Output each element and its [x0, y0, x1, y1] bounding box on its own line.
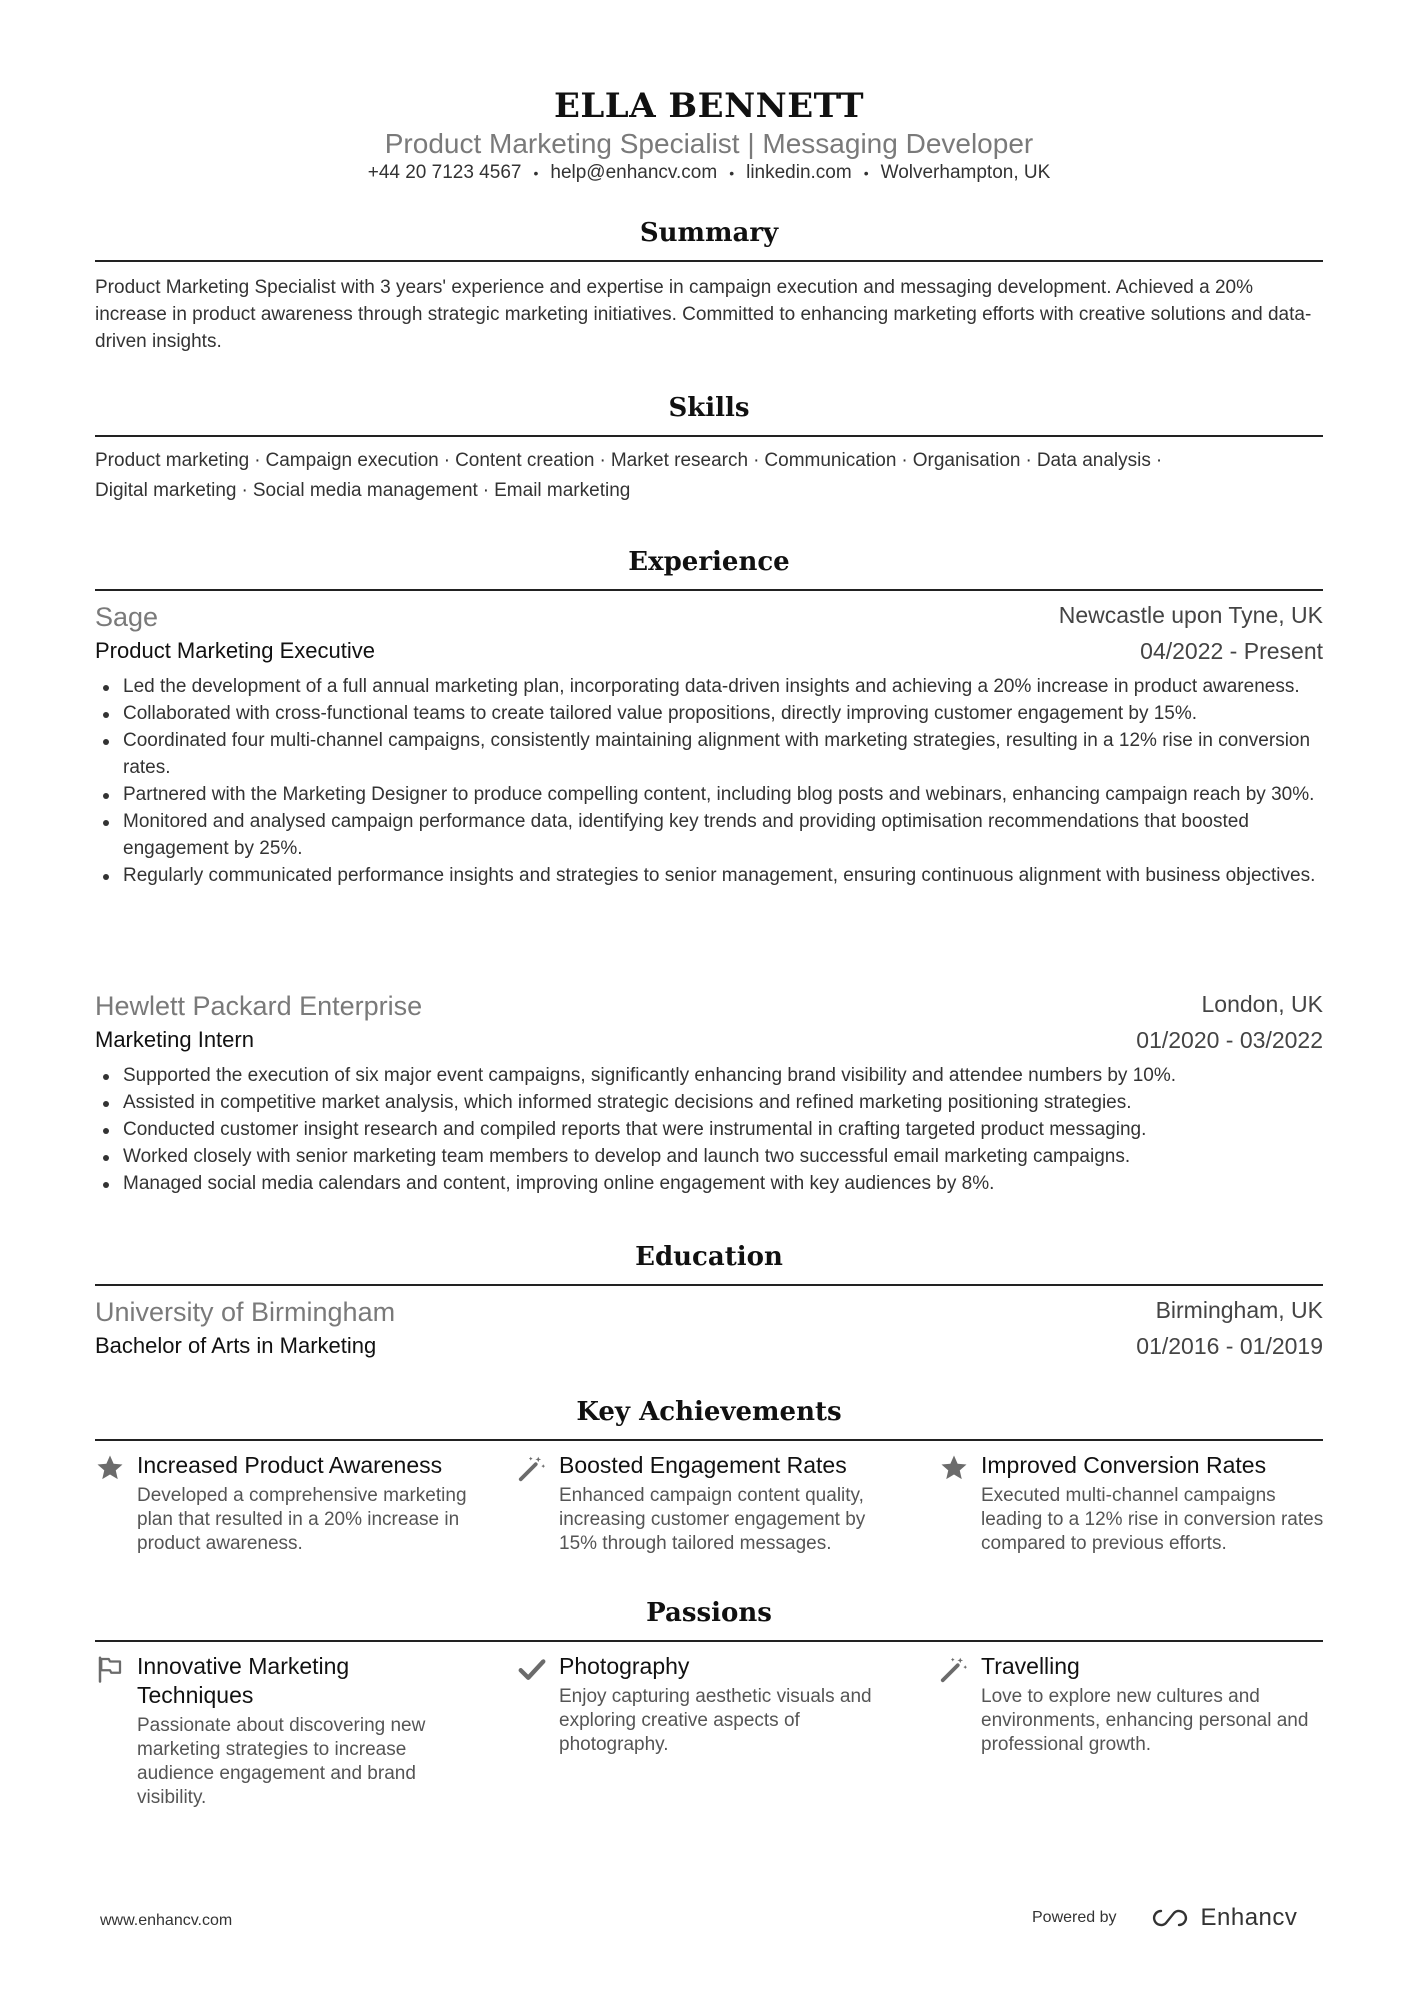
job-dates: 04/2022 - Present	[1140, 638, 1323, 664]
enhancv-logo-text: Enhancv	[1200, 1904, 1298, 1931]
list-item: Regularly communicated performance insights and strategies to senior management, ensuring continuous alignment with business objectives.	[95, 862, 1323, 889]
skill-item: Campaign execution	[265, 450, 439, 471]
job-location: Newcastle upon Tyne, UK	[1058, 602, 1323, 628]
passion-item	[939, 1652, 1339, 1757]
separator-dot: •	[863, 164, 869, 181]
candidate-subtitle: Product Marketing Specialist | Messaging Developer	[384, 128, 1034, 159]
star-icon	[95, 1453, 125, 1483]
school-location: Birmingham, UK	[1155, 1297, 1323, 1323]
list-item: Assisted in competitive market analysis, which informed strategic decisions and refined marketing positioning strategies.	[95, 1089, 1323, 1116]
list-item: Partnered with the Marketing Designer to produce compelling content, including blog posts and webinars, enhancing campaign reach by 30%.	[95, 781, 1323, 808]
section-divider	[95, 260, 1323, 262]
skill-separator: ·	[241, 480, 248, 501]
achievement-description: Developed a comprehensive marketing plan that resulted in a 20% increase in product awareness.	[137, 1485, 467, 1554]
list-item: Worked closely with senior marketing team members to develop and launch two successful email marketing campaigns.	[95, 1143, 1323, 1170]
skill-separator: ·	[254, 450, 261, 471]
magic-wand-icon	[517, 1453, 547, 1483]
skill-item: Market research	[610, 450, 749, 471]
job-dates: 01/2020 - 03/2022	[1136, 1027, 1323, 1053]
checkmark-icon	[517, 1654, 547, 1684]
candidate-name: ELLA BENNETT	[553, 86, 865, 126]
job-title: Marketing Intern	[95, 1027, 254, 1052]
education-degree-row	[95, 1333, 1323, 1359]
skill-item: Organisation	[912, 450, 1021, 471]
skill-separator: ·	[753, 450, 760, 471]
section-divider	[95, 1640, 1323, 1642]
skill-separator: ·	[1155, 450, 1163, 471]
section-divider	[95, 1284, 1323, 1286]
job-role-row	[95, 638, 1323, 664]
section-divider	[95, 435, 1323, 437]
job-bullet-list	[95, 1062, 1323, 1197]
skill-separator: ·	[599, 450, 606, 471]
skill-separator: ·	[443, 450, 451, 471]
list-item: Led the development of a full annual marketing plan, incorporating data-driven insights and achieving a 20% increase in product awareness.	[95, 673, 1323, 700]
star-icon	[939, 1453, 969, 1483]
skill-item: Social media management	[252, 480, 478, 501]
achievement-title: Boosted Engagement Rates	[559, 1452, 847, 1478]
skill-item: Content creation	[455, 450, 595, 471]
school-name: University of Birmingham	[95, 1297, 396, 1327]
job-role-row	[95, 1027, 1323, 1053]
passion-description: Love to explore new cultures and environments, enhancing personal and professional growth.	[981, 1686, 1309, 1755]
contact-line	[95, 162, 1323, 184]
skill-item: Communication	[764, 450, 897, 471]
linkedin-link[interactable]: linkedin.com	[746, 162, 852, 183]
list-item: Managed social media calendars and content, improving online engagement with key audiences by 8%.	[95, 1170, 1323, 1197]
passion-title: Travelling	[981, 1653, 1080, 1679]
enhancv-logo-icon	[1147, 1906, 1193, 1930]
footer-powered-by	[1032, 1904, 1297, 1932]
education-header-row	[95, 1297, 1323, 1328]
skills-list	[95, 446, 1323, 506]
magic-wand-icon	[939, 1654, 969, 1684]
job-bullet-list	[95, 673, 1323, 889]
section-divider	[95, 1439, 1323, 1441]
company-name: Hewlett Packard Enterprise	[95, 991, 423, 1021]
experience-heading: Experience	[628, 547, 790, 577]
achievement-item	[939, 1451, 1339, 1556]
education-heading: Education	[635, 1242, 783, 1272]
company-name: Sage	[95, 602, 159, 632]
passion-item	[95, 1652, 495, 1810]
list-item: Coordinated four multi-channel campaigns, consistently maintaining alignment with marketing strategies, resulting in a 12% rise in conversion rates.	[95, 727, 1323, 781]
summary-heading: Summary	[639, 218, 779, 248]
passions-heading: Passions	[646, 1598, 772, 1628]
passion-description: Passionate about discovering new marketing strategies to increase audience engagement and brand visibility.	[137, 1715, 426, 1808]
degree-title: Bachelor of Arts in Marketing	[95, 1333, 377, 1358]
list-item: Monitored and analysed campaign performance data, identifying key trends and providing optimisation recommendations that boosted engagement by 25%.	[95, 808, 1323, 862]
passion-title: Photography	[559, 1653, 690, 1679]
skill-item: Data analysis	[1036, 450, 1151, 471]
achievement-title: Increased Product Awareness	[137, 1452, 443, 1478]
skill-separator: ·	[901, 450, 908, 471]
section-divider	[95, 589, 1323, 591]
flag-icon	[95, 1654, 125, 1684]
skills-heading: Skills	[668, 393, 750, 423]
skill-item: Email marketing	[494, 480, 631, 501]
job-title: Product Marketing Executive	[95, 638, 376, 663]
summary-text: Product Marketing Specialist with 3 years' experience and expertise in campaign execution and messaging development. Achieved a 20% increase in product awareness through strategic marketing initiatives. Committed to enhancing marketing efforts with creative solutions and data-driven insights.	[95, 277, 1312, 352]
passion-description: Enjoy capturing aesthetic visuals and exploring creative aspects of photography.	[559, 1686, 872, 1755]
achievement-item	[95, 1451, 495, 1556]
achievement-title: Improved Conversion Rates	[981, 1452, 1267, 1478]
job-header-row	[95, 991, 1323, 1022]
achievement-description: Enhanced campaign content quality, increasing customer engagement by 15% through tailored messages.	[559, 1485, 866, 1554]
separator-dot: •	[729, 164, 735, 181]
education-dates: 01/2016 - 01/2019	[1136, 1333, 1323, 1359]
skill-item: Product marketing	[95, 450, 250, 471]
enhancv-logo[interactable]	[1147, 1904, 1298, 1932]
email-link[interactable]: help@enhancv.com	[550, 162, 718, 183]
skill-separator: ·	[1025, 450, 1032, 471]
passion-item	[517, 1652, 917, 1757]
powered-by-label: Powered by	[1032, 1909, 1117, 1926]
achievement-description: Executed multi-channel campaigns leading to a 12% rise in conversion rates compared to previous efforts.	[981, 1485, 1324, 1554]
footer-website-link[interactable]: www.enhancv.com	[100, 1912, 233, 1929]
job-location: London, UK	[1201, 991, 1323, 1017]
phone-text: +44 20 7123 4567	[367, 162, 522, 183]
skill-item: Digital marketing	[95, 480, 237, 501]
passion-title: Innovative Marketing Techniques	[137, 1653, 350, 1708]
list-item: Conducted customer insight research and compiled reports that were instrumental in crafting targeted product messaging.	[95, 1116, 1323, 1143]
skill-separator: ·	[482, 480, 490, 501]
achievements-heading: Key Achievements	[576, 1397, 842, 1427]
separator-dot: •	[533, 164, 539, 181]
list-item: Supported the execution of six major event campaigns, significantly enhancing brand visibility and attendee numbers by 10%.	[95, 1062, 1323, 1089]
achievement-item	[517, 1451, 917, 1556]
list-item: Collaborated with cross-functional teams to create tailored value propositions, directly improving customer engagement by 15%.	[95, 700, 1323, 727]
job-header-row	[95, 602, 1323, 633]
location-text: Wolverhampton, UK	[880, 162, 1051, 183]
